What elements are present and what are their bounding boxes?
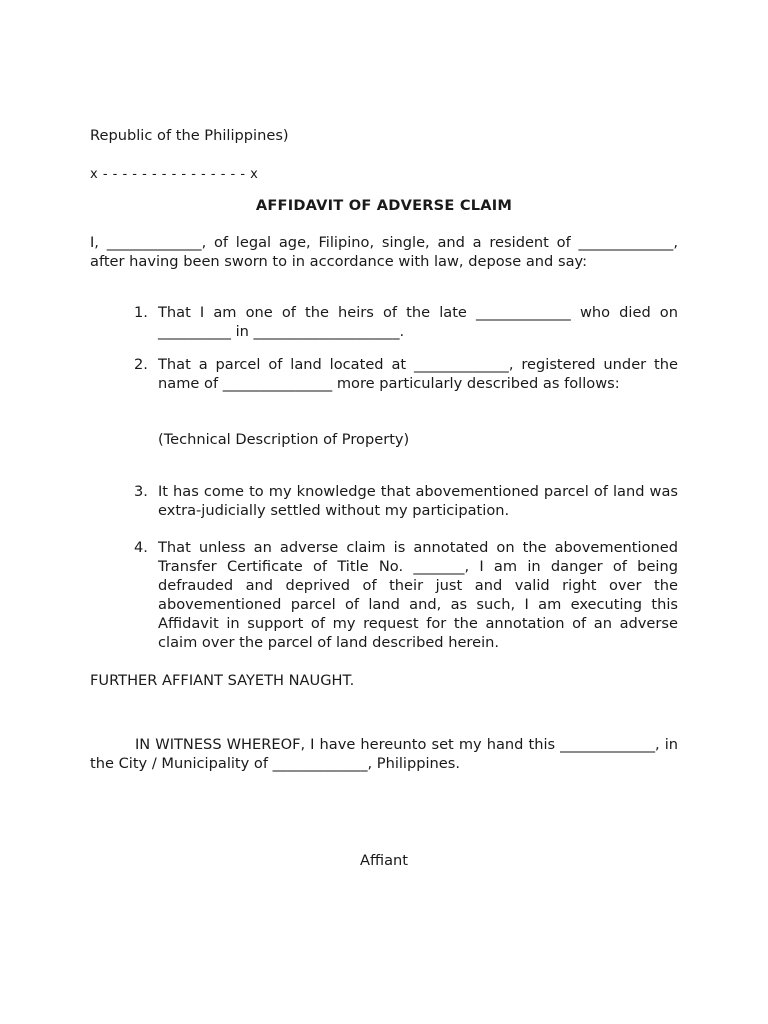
technical-description: (Technical Description of Property)	[158, 431, 410, 448]
item-3	[158, 482, 678, 520]
document-title: AFFIDAVIT OF ADVERSE CLAIM	[255, 197, 513, 214]
witness-text: IN WITNESS WHEREOF, I have hereunto set my hand this _____________, in the City / Municipality of _____________, Philippines.	[90, 736, 678, 772]
item-4	[158, 538, 678, 652]
item-4-text: That unless an adverse claim is annotated on the abovementioned Transfer Certificate of Title No. _______, I am in danger of being defrauded and deprived of their just and valid right over the abovementioned parcel of land and, as such, I am executing this Affidavit in support of my request for the annotation of an adverse claim over the parcel of land described herein.	[158, 539, 678, 651]
intro-paragraph	[90, 233, 678, 271]
item-3-text: It has come to my knowledge that abovementioned parcel of land was extra-judicially settled without my participation.	[158, 483, 678, 519]
item-1-number: 1.	[134, 304, 148, 321]
item-3-number: 3.	[134, 483, 148, 500]
further-affiant-line: FURTHER AFFIANT SAYETH NAUGHT.	[90, 672, 355, 689]
republic-header: Republic of the Philippines)	[90, 127, 289, 144]
item-4-number: 4.	[134, 539, 148, 556]
item-1	[158, 303, 678, 341]
item-2-number: 2.	[134, 356, 148, 373]
item-2-text: That a parcel of land located at _____________, registered under the name of _______________ more particularly described as follows:	[158, 356, 678, 392]
witness-paragraph	[90, 735, 678, 773]
intro-text: I, _____________, of legal age, Filipino, single, and a resident of _____________, after having been sworn to in accordance with law, depose and say:	[90, 234, 678, 270]
item-1-text: That I am one of the heirs of the late _____________ who died on __________ in ____________________.	[158, 304, 678, 340]
separator-line: x - - - - - - - - - - - - - - - x	[90, 167, 259, 182]
affiant-signature-label: Affiant	[359, 852, 408, 869]
item-2	[158, 355, 678, 393]
